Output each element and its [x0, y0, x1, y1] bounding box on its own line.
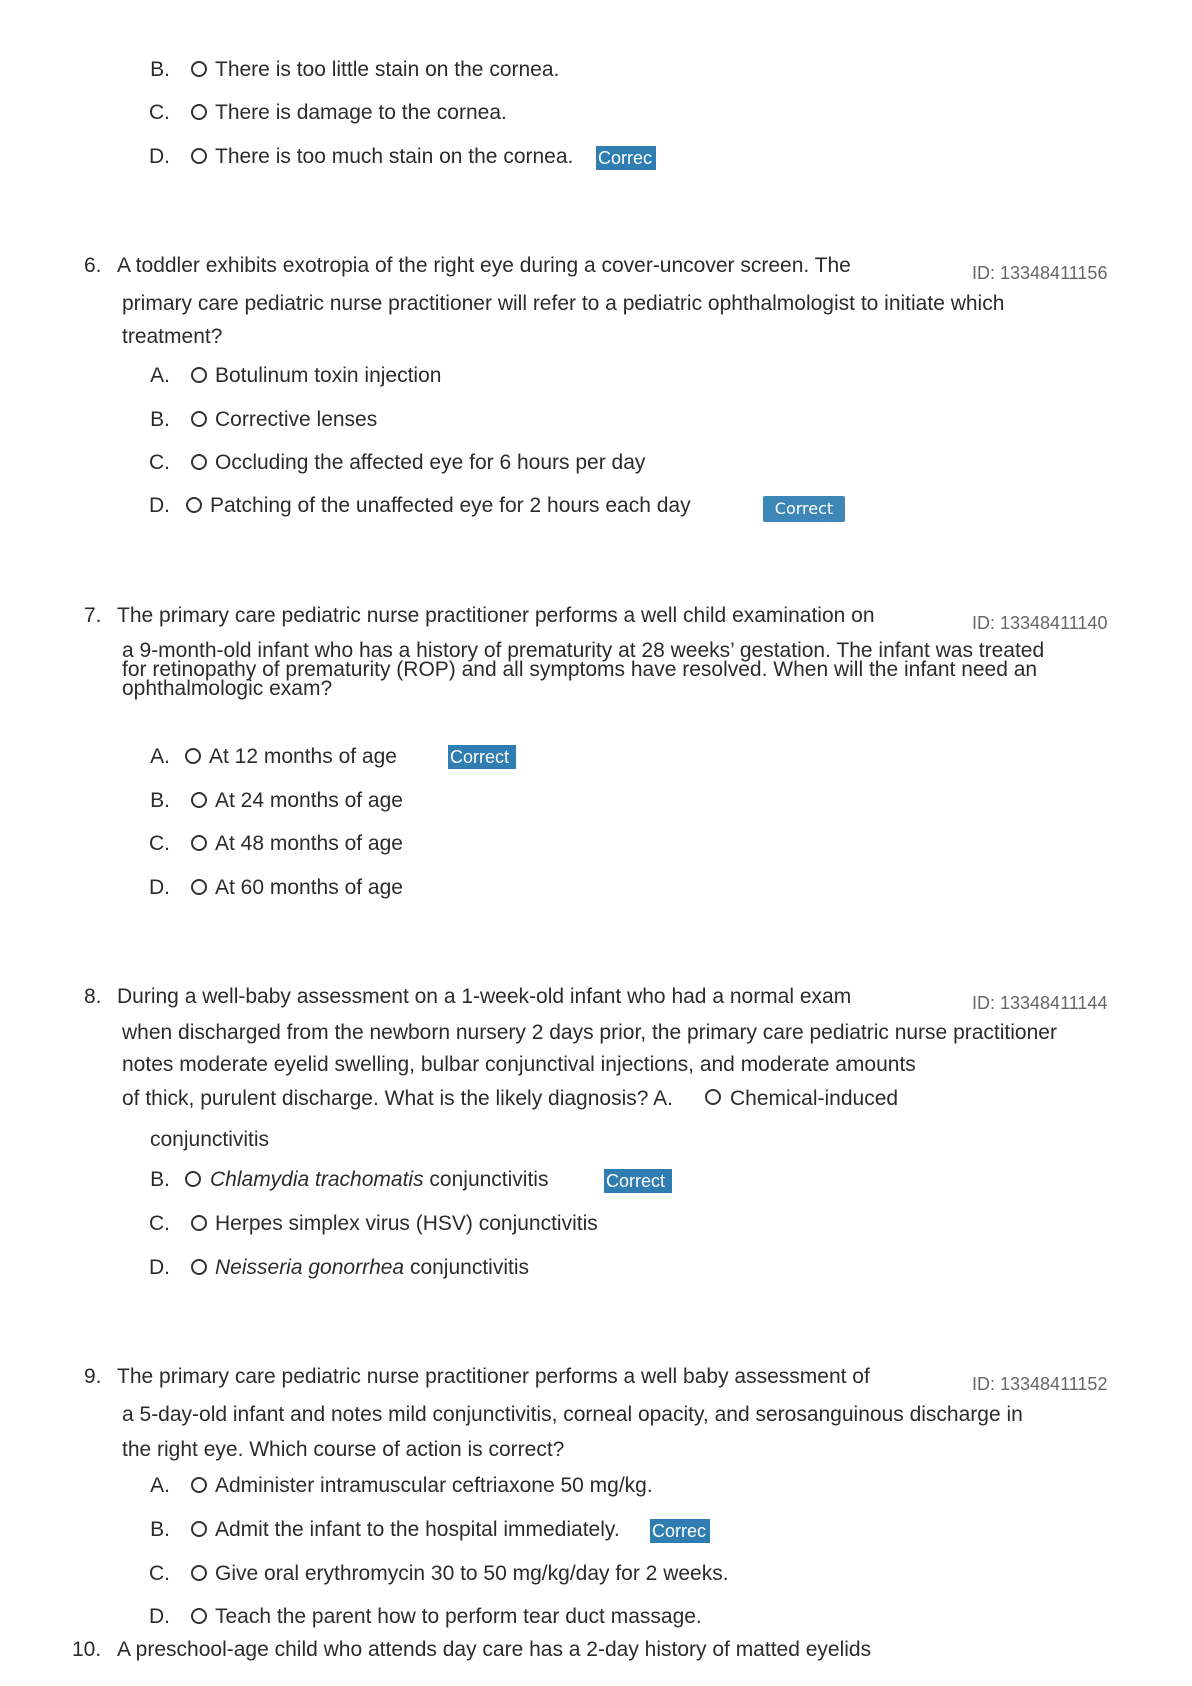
- option-text-rest: conjunctivitis: [404, 1256, 529, 1279]
- radio-button[interactable]: [185, 1171, 201, 1187]
- question-stem-line: a 9-month-old infant who has a history of prematurity at 28 weeks’ gestation. The infant was treated: [122, 639, 1045, 662]
- question-id: ID: 13348411140: [972, 613, 1108, 633]
- radio-button[interactable]: [191, 411, 207, 427]
- option-letter: D.: [149, 1605, 170, 1628]
- question-stem-line: primary care pediatric nurse practitioner will refer to a pediatric ophthalmologist to initiate which: [122, 292, 1005, 315]
- option-text: There is too much stain on the cornea.: [215, 145, 574, 168]
- question-stem-line: treatment?: [122, 325, 223, 348]
- option-letter: D.: [149, 876, 170, 899]
- option-letter: C.: [149, 451, 170, 474]
- option-letter: A.: [150, 745, 170, 768]
- option-text-rest: conjunctivitis: [423, 1168, 549, 1191]
- question-stem-line: a 5-day-old infant and notes mild conjunctivitis, corneal opacity, and serosanguinous discharge in: [122, 1403, 1023, 1426]
- question-number: 9.: [84, 1365, 102, 1388]
- question-stem-line: During a well-baby assessment on a 1-week-old infant who had a normal exam: [117, 985, 852, 1008]
- option-letter: D.: [149, 145, 170, 168]
- correct-badge: Correc: [650, 1519, 710, 1543]
- question-stem-line: when discharged from the newborn nursery 2 days prior, the primary care pediatric nurse practitioner: [122, 1021, 1057, 1044]
- question-stem-line: The primary care pediatric nurse practitioner performs a well child examination on: [117, 604, 875, 627]
- option-letter: C.: [149, 1562, 170, 1585]
- question-number: 8.: [84, 985, 102, 1008]
- option-letter: D.: [149, 494, 170, 517]
- option-text: [210, 1168, 548, 1192]
- question-stem-line: The primary care pediatric nurse practitioner performs a well baby assessment of: [117, 1365, 870, 1388]
- correct-badge: Correct: [448, 745, 516, 769]
- option-text: Corrective lenses: [215, 408, 378, 431]
- option-letter: B.: [150, 1518, 170, 1541]
- radio-button[interactable]: [191, 1565, 207, 1581]
- option-letter: B.: [150, 58, 170, 81]
- correct-badge: Correct: [604, 1169, 672, 1193]
- correct-badge: Correc: [596, 146, 656, 170]
- radio-button[interactable]: [191, 792, 207, 808]
- option-text: Teach the parent how to perform tear duct massage.: [215, 1605, 702, 1628]
- option-letter: C.: [149, 832, 170, 855]
- option-text: [215, 1256, 529, 1280]
- question-id: ID: 13348411144: [972, 993, 1108, 1013]
- question-stem-line: ophthalmologic exam?: [122, 677, 333, 700]
- option-text: There is damage to the cornea.: [215, 101, 507, 124]
- radio-button[interactable]: [191, 1259, 207, 1275]
- option-text: At 24 months of age: [215, 789, 403, 812]
- radio-button[interactable]: [191, 454, 207, 470]
- option-text: Patching of the unaffected eye for 2 hours each day: [210, 494, 691, 517]
- question-id: ID: 13348411156: [972, 263, 1108, 283]
- question-stem-line: of thick, purulent discharge. What is the likely diagnosis? A.: [122, 1087, 673, 1110]
- option-letter: A.: [150, 364, 170, 387]
- question-number: 7.: [84, 604, 102, 627]
- correct-badge: Correct: [763, 496, 845, 522]
- radio-button[interactable]: [191, 879, 207, 895]
- option-text-italic: Neisseria gonorrhea: [215, 1256, 405, 1279]
- radio-button[interactable]: [191, 1521, 207, 1537]
- question-stem-line: the right eye. Which course of action is correct?: [122, 1438, 565, 1461]
- option-text: Administer intramuscular ceftriaxone 50 mg/kg.: [215, 1474, 653, 1497]
- radio-button[interactable]: [186, 497, 202, 513]
- option-text: At 48 months of age: [215, 832, 403, 855]
- option-text: Occluding the affected eye for 6 hours per day: [215, 451, 646, 474]
- radio-button[interactable]: [705, 1089, 721, 1105]
- radio-button[interactable]: [191, 148, 207, 164]
- option-letter: B.: [150, 1168, 170, 1191]
- question-number: 10.: [72, 1638, 102, 1661]
- option-text: There is too little stain on the cornea.: [215, 58, 560, 81]
- option-text: Herpes simplex virus (HSV) conjunctivitis: [215, 1212, 598, 1235]
- radio-button[interactable]: [191, 104, 207, 120]
- option-text: At 12 months of age: [209, 745, 397, 768]
- option-text: Chemical-induced: [730, 1087, 899, 1110]
- option-letter: D.: [149, 1256, 170, 1279]
- question-stem-line: A toddler exhibits exotropia of the right eye during a cover-uncover screen. The: [117, 254, 851, 277]
- radio-button[interactable]: [191, 61, 207, 77]
- option-text: Admit the infant to the hospital immediately.: [215, 1518, 620, 1541]
- radio-button[interactable]: [191, 1608, 207, 1624]
- question-stem-line: for retinopathy of prematurity (ROP) and all symptoms have resolved. When will the infant need an: [122, 658, 1038, 681]
- option-text: Botulinum toxin injection: [215, 364, 442, 387]
- radio-button[interactable]: [185, 748, 201, 764]
- question-stem-line: notes moderate eyelid swelling, bulbar conjunctival injections, and moderate amounts: [122, 1053, 916, 1076]
- radio-button[interactable]: [191, 1477, 207, 1493]
- option-letter: B.: [150, 408, 170, 431]
- option-text: conjunctivitis: [150, 1128, 270, 1151]
- option-text: Give oral erythromycin 30 to 50 mg/kg/day for 2 weeks.: [215, 1562, 729, 1585]
- question-id: ID: 13348411152: [972, 1374, 1108, 1394]
- radio-button[interactable]: [191, 367, 207, 383]
- question-stem-line: A preschool-age child who attends day care has a 2-day history of matted eyelids: [117, 1638, 872, 1661]
- option-text: At 60 months of age: [215, 876, 403, 899]
- option-letter: C.: [149, 101, 170, 124]
- radio-button[interactable]: [191, 835, 207, 851]
- option-text-italic: Chlamydia trachomatis: [210, 1168, 424, 1191]
- option-letter: C.: [149, 1212, 170, 1235]
- question-number: 6.: [84, 254, 102, 277]
- option-letter: B.: [150, 789, 170, 812]
- radio-button[interactable]: [191, 1215, 207, 1231]
- option-letter: A.: [150, 1474, 170, 1497]
